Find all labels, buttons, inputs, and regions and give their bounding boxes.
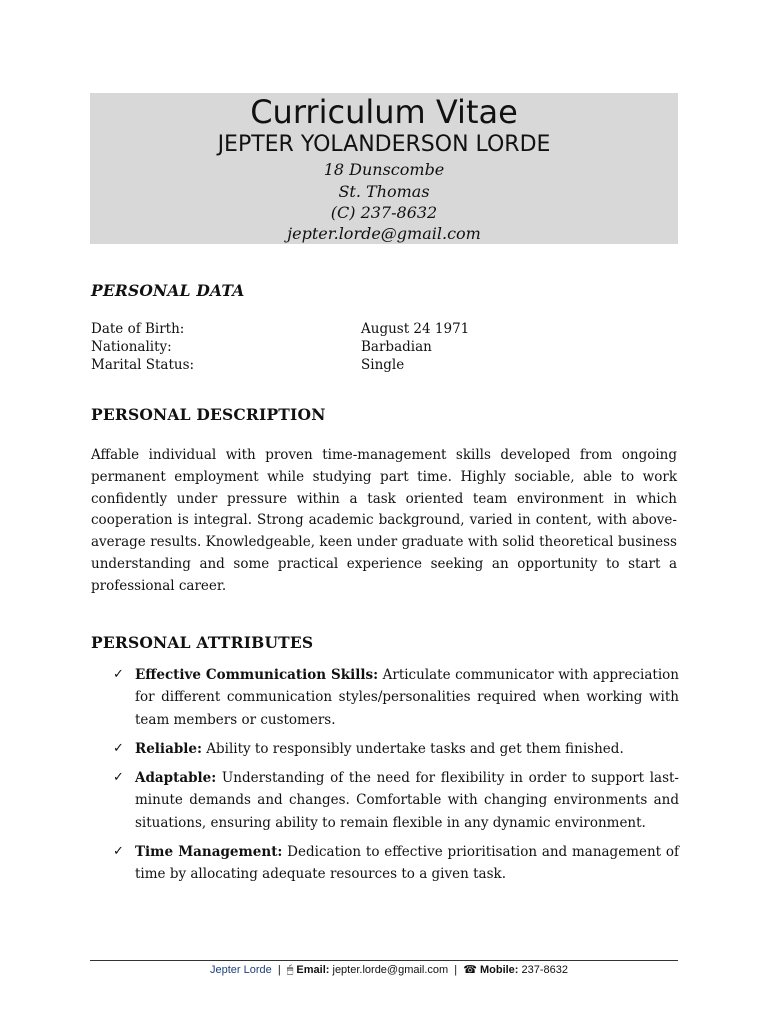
- list-item: [91, 767, 679, 834]
- attribute-name: Time Management:: [135, 844, 283, 861]
- personal-attributes-heading: PERSONAL ATTRIBUTES: [91, 633, 314, 652]
- attribute-text: Ability to responsibly undertake tasks and get them finished.: [201, 740, 624, 757]
- checkmark-icon: ✓: [113, 667, 124, 682]
- data-row-date-of-birth: [91, 320, 591, 338]
- document-title: Curriculum Vitae: [250, 93, 518, 131]
- list-item: [91, 841, 679, 886]
- data-value: Barbadian: [361, 339, 432, 355]
- attribute-text: Understanding of the need for flexibility in order to support last-minute demands and changes. Comfortable with changing environments and situations, ensuring ability to remain flexible in any dynamic environment.: [135, 770, 679, 831]
- mouse-icon: 🖱: [286, 963, 294, 976]
- page-footer: [210, 963, 710, 977]
- checkmark-icon: ✓: [113, 844, 124, 860]
- attribute-text: Articulate communicator with appreciation for different communication styles/personalities required when working with team members or customers.: [135, 667, 679, 728]
- attributes-list: [91, 664, 679, 893]
- data-value: August 24 1971: [361, 321, 470, 337]
- personal-description-heading: PERSONAL DESCRIPTION: [91, 405, 326, 424]
- footer-name: Jepter Lorde: [210, 964, 272, 976]
- attribute-name: Adaptable:: [135, 770, 217, 787]
- footer-separator: |: [277, 964, 281, 976]
- telephone-icon: ☎: [463, 963, 477, 976]
- footer-separator: |: [454, 964, 458, 976]
- list-item: [91, 664, 679, 731]
- checkmark-icon: ✓: [113, 740, 124, 756]
- attribute-text: Dedication to effective prioritisation and management of time by allocating adequate resources to a given task.: [135, 844, 679, 883]
- header-email: jepter.lorde@gmail.com: [287, 224, 481, 243]
- attribute-name: Reliable:: [135, 740, 202, 757]
- data-value: Single: [361, 357, 405, 373]
- list-item: [91, 738, 679, 760]
- data-label: Marital Status:: [91, 357, 195, 373]
- header-box: [90, 93, 678, 244]
- footer-divider: [90, 960, 678, 961]
- address-line-2: St. Thomas: [338, 182, 430, 201]
- data-label: Nationality:: [91, 339, 172, 355]
- attribute-name: Effective Communication Skills:: [135, 667, 379, 683]
- header-phone: (C) 237-8632: [330, 203, 438, 222]
- footer-mobile-label: Mobile:: [479, 964, 519, 976]
- personal-description-text: Affable individual with proven time-management skills developed from ongoing permanent employment while studying part time. Highly sociable, able to work confidently under pressure within a task oriented team environment in which cooperation is integral. Strong academic background, varied in content, with above-average results. Knowledgeable, keen under graduate with solid theoretical business understanding and some practical experience seeking an opportunity to start a professional career.: [91, 447, 677, 594]
- candidate-name: JEPTER YOLANDERSON LORDE: [217, 132, 551, 157]
- personal-data-heading: PERSONAL DATA: [91, 281, 245, 300]
- footer-mobile-value: 237-8632: [521, 964, 569, 976]
- address-line-1: 18 Dunscombe: [323, 160, 445, 179]
- footer-email-value: jepter.lorde@gmail.com: [332, 964, 449, 976]
- footer-email-label: Email:: [296, 964, 330, 976]
- data-row-nationality: [91, 338, 591, 356]
- data-label: Date of Birth:: [91, 321, 185, 337]
- data-row-marital-status: [91, 356, 591, 374]
- checkmark-icon: ✓: [113, 770, 124, 786]
